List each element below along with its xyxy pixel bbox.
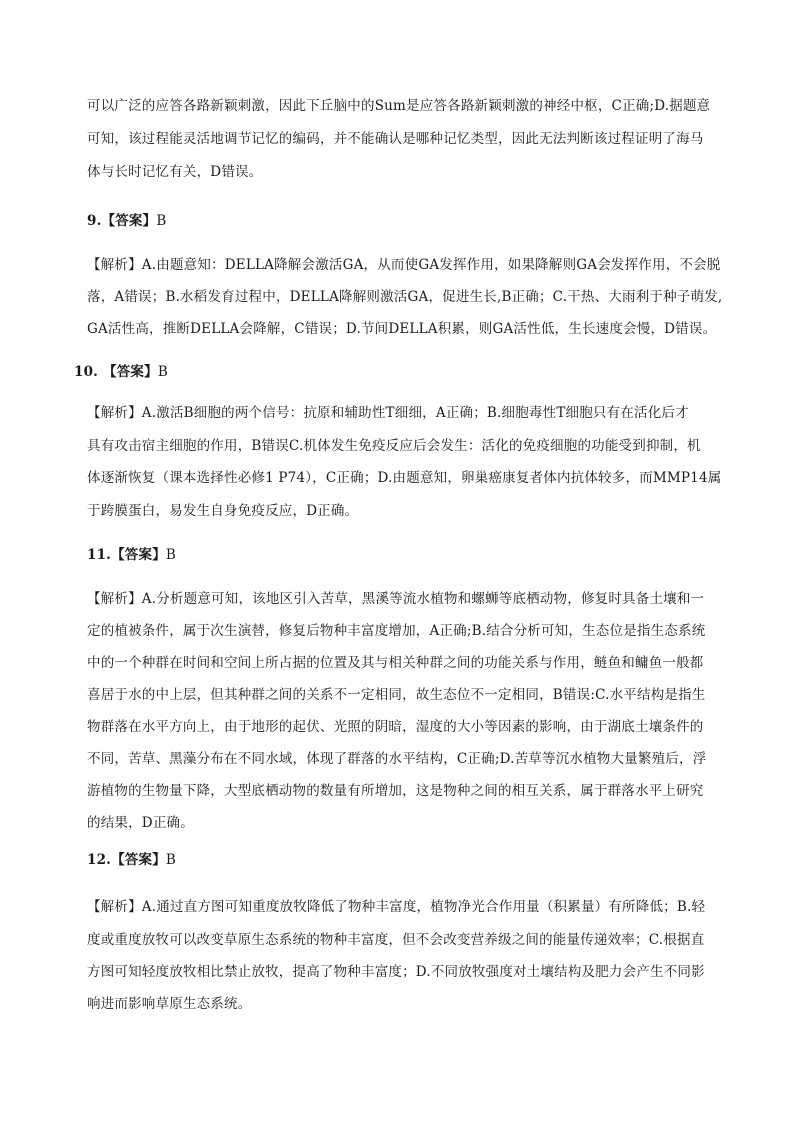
- q12-analysis-line-1: 【解析】A.通过直方图可知重度放牧降低了物种丰富度，植物净光合作用量（积累量）有所降低；B.轻: [87, 899, 706, 915]
- q11-number: 11.: [87, 547, 112, 563]
- q12-analysis-line-2: 度或重度放牧可以改变草原生态系统的物种丰富度，但不会改变营养级之间的能量传递效率；C.根据直: [87, 932, 705, 948]
- q12-answer-heading: [87, 851, 176, 869]
- q9-answer-value: B: [156, 213, 167, 229]
- q10-answer-label: 【答案】: [103, 364, 158, 380]
- q9-analysis-line-3: GA活性高，推断DELLA会降解，C错误；D.节间DELLA积累，则GA活性低，生长速度会慢，D错误。: [87, 321, 717, 337]
- q12-analysis-line-4: 响进而影响草原生态系统。: [87, 996, 252, 1012]
- q10-analysis-line-4: 于跨膜蛋白，易发生自身免疫反应，D正确。: [87, 503, 359, 519]
- q11-answer-heading: [87, 546, 176, 564]
- intro-line-2: 可知，该过程能灵活地调节记忆的编码，并不能确认是哪种记忆类型，因此无法判断该过程证明了海马: [87, 131, 704, 147]
- q11-analysis-line-7: 游植物的生物量下降，大型底栖动物的数量有所增加，这是物种之间的相互关系，属于群落水平上研究: [87, 783, 704, 799]
- q11-answer-value: B: [165, 547, 177, 563]
- q11-analysis-line-6: 不同，苦草、黑藻分布在不同水域，体现了群落的水平结构，C正确;D.苦草等沉水植物大量繁殖后，浮: [87, 751, 707, 767]
- q9-analysis-line-1: 【解析】A.由题意知：DELLA降解会激活GA，从而使GA发挥作用，如果降解则GA会发挥作用，不会脱: [87, 257, 721, 273]
- intro-line-3: 体与长时记忆有关，D错误。: [87, 164, 263, 180]
- q11-analysis-line-4: 喜居于水的中上层，但其种群之间的关系不一定相同，故生态位不一定相同，B错误:C.水平结构是指生: [87, 687, 706, 703]
- q11-analysis-line-5: 物群落在水平方向上，由于地形的起伏、光照的阴暗，湿度的大小等因素的影响，由于湖底土壤条件的: [87, 719, 704, 735]
- q11-answer-label: 【答案】: [111, 547, 166, 563]
- q9-number: 9.: [87, 213, 102, 229]
- q10-number: 10.: [74, 364, 99, 380]
- q11-analysis-line-1: 【解析】A.分析题意可知，该地区引入苦草，黑溪等流水植物和螺蛳等底栖动物，修复时具备土壤和一: [87, 591, 705, 607]
- q12-answer-value: B: [165, 852, 177, 868]
- q10-analysis-line-1: 【解析】A.激活B细胞的两个信号：抗原和辅助性T细细，A正确；B.细胞毒性T细胞只有在活化后才: [87, 405, 689, 421]
- q10-answer-value: B: [157, 364, 168, 380]
- q12-answer-label: 【答案】: [111, 852, 166, 868]
- q9-answer-heading: [87, 212, 166, 230]
- q9-answer-label: 【答案】: [101, 213, 157, 229]
- q10-analysis-line-2: 具有攻击宿主细胞的作用，B错误C.机体发生免疫反应后会发生：活化的免疫细胞的功能受到抑制，机: [87, 438, 701, 454]
- q11-analysis-line-3: 中的一个种群在时间和空间上所占据的位置及其与相关种群之间的功能关系与作用，鲢鱼和鳙鱼一般都: [87, 655, 704, 671]
- q10-answer-heading: [74, 363, 168, 381]
- q11-analysis-line-2: 定的植被条件，属于次生演替，修复后物种丰富度增加，A正确;B.结合分析可知，生态位是指生态系统: [87, 623, 706, 639]
- q12-number: 12.: [87, 852, 112, 868]
- q10-analysis-line-3: 体逐渐恢复（课本选择性必修1 P74），C正确；D.由题意知，卵巢癌康复者体内抗体较多，而MMP14属: [87, 470, 722, 486]
- q12-analysis-line-3: 方图可知轻度放牧相比禁止放牧，提高了物种丰富度；D.不同放牧强度对土壤结构及肥力会产生不同影: [87, 964, 705, 980]
- q11-analysis-line-8: 的结果，D正确。: [87, 815, 194, 831]
- q9-analysis-line-2: 落，A错误；B.水稻发育过程中，DELLA降解则激活GA，促进生长,B正确；C.干热、大雨利于种子萌发,: [87, 289, 723, 305]
- intro-line-1: 可以广泛的应答各路新颖刺激，因此下丘脑中的Sum是应答各路新颖刺激的神经中枢，C正确;D.据题意: [87, 98, 711, 114]
